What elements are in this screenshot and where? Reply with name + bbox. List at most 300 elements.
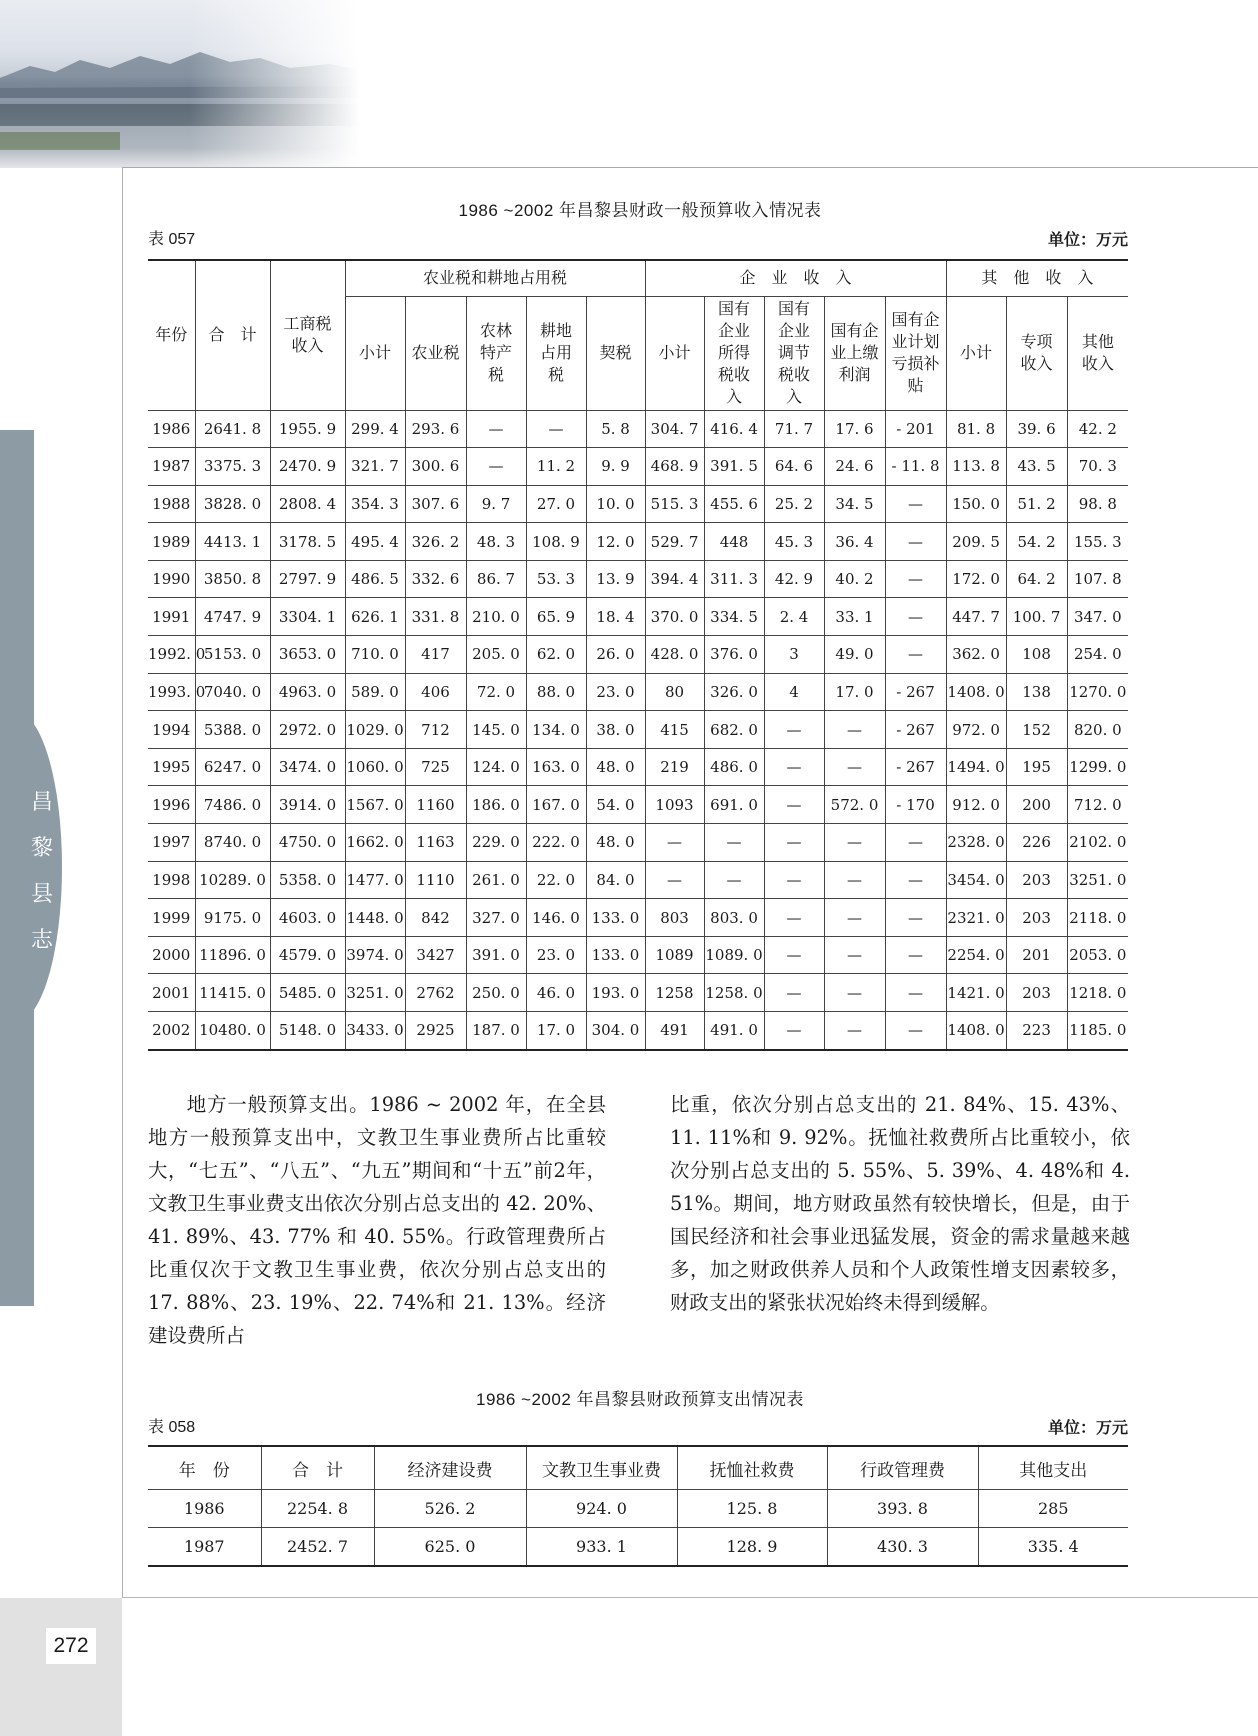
table-cell: 2641. 8 — [195, 410, 270, 448]
table-cell: 347. 0 — [1067, 598, 1128, 636]
table-cell: 6247. 0 — [195, 748, 270, 786]
table-cell: 394. 4 — [645, 560, 704, 598]
table-cell: - 11. 8 — [885, 448, 946, 486]
header-year: 年份 — [148, 260, 195, 410]
table-cell: 108 — [1006, 636, 1067, 674]
table-cell: 3974. 0 — [345, 936, 405, 974]
table-cell: — — [764, 748, 824, 786]
table-cell: 1160 — [405, 786, 466, 824]
table-cell: 2762 — [405, 974, 466, 1012]
table-cell: — — [824, 974, 885, 1012]
table-058-unit: 单位：万元 — [1047, 1420, 1128, 1437]
table-cell: 17. 0 — [526, 1012, 586, 1050]
table-cell: 486. 5 — [345, 560, 405, 598]
table-cell: 4747. 9 — [195, 598, 270, 636]
table-cell: 1029. 0 — [345, 711, 405, 749]
table-cell: — — [824, 824, 885, 862]
table-cell: 3427 — [405, 936, 466, 974]
table-row — [148, 974, 1128, 1012]
table-cell: 933. 1 — [526, 1528, 677, 1567]
header-other-expenditure: 其他支出 — [978, 1446, 1128, 1490]
table-cell: 448 — [704, 523, 764, 561]
table-row — [148, 1528, 1128, 1567]
table-cell: 354. 3 — [345, 485, 405, 523]
table-cell: 2. 4 — [764, 598, 824, 636]
table-cell: 23. 0 — [586, 673, 645, 711]
table-cell: 1494. 0 — [946, 748, 1006, 786]
table-cell: 691. 0 — [704, 786, 764, 824]
table-cell: 1299. 0 — [1067, 748, 1128, 786]
table-cell: 64. 6 — [764, 448, 824, 486]
table-058-title: 1986 ~2002 年昌黎县财政预算支出情况表 — [475, 1390, 804, 1409]
table-cell: - 267 — [885, 748, 946, 786]
table-cell: 447. 7 — [946, 598, 1006, 636]
table-row — [148, 673, 1128, 711]
table-cell: 5358. 0 — [270, 861, 345, 899]
header-year: 年 份 — [148, 1446, 261, 1490]
table-cell: 146. 0 — [526, 899, 586, 937]
table-cell: 209. 5 — [946, 523, 1006, 561]
table-cell: — — [885, 824, 946, 862]
header-economic-construction: 经济建设费 — [374, 1446, 526, 1490]
header-total: 合 计 — [261, 1446, 374, 1490]
table-cell: 1218. 0 — [1067, 974, 1128, 1012]
table-cell: 300. 6 — [405, 448, 466, 486]
table-cell: 48. 0 — [586, 824, 645, 862]
table-cell: 203 — [1006, 974, 1067, 1012]
table-cell: 200 — [1006, 786, 1067, 824]
table-cell: 81. 8 — [946, 410, 1006, 448]
table-cell: 1408. 0 — [946, 1012, 1006, 1050]
header-agri-subtotal: 小计 — [345, 296, 405, 410]
table-cell: 12. 0 — [586, 523, 645, 561]
header-lake-photo — [0, 0, 360, 168]
table-cell: 187. 0 — [466, 1012, 526, 1050]
table-cell: 86. 7 — [466, 560, 526, 598]
header-deed-tax: 契税 — [586, 296, 645, 410]
table-cell: 1421. 0 — [946, 974, 1006, 1012]
table-cell: 54. 2 — [1006, 523, 1067, 561]
table-cell: — — [764, 899, 824, 937]
year-cell: 1988 — [148, 485, 195, 523]
table-cell: 526. 2 — [374, 1490, 526, 1528]
table-cell: 415 — [645, 711, 704, 749]
table-cell: 391. 0 — [466, 936, 526, 974]
table-row — [148, 786, 1128, 824]
header-other-subtotal: 小计 — [946, 296, 1006, 410]
table-cell: 2925 — [405, 1012, 466, 1050]
header-culture-education-health: 文教卫生事业费 — [526, 1446, 677, 1490]
table-cell: 3474. 0 — [270, 748, 345, 786]
table-cell: 311. 3 — [704, 560, 764, 598]
table-cell: 5388. 0 — [195, 711, 270, 749]
year-cell: 1999 — [148, 899, 195, 937]
table-cell: 11415. 0 — [195, 974, 270, 1012]
table-cell: 1093 — [645, 786, 704, 824]
table-cell: 203 — [1006, 861, 1067, 899]
table-cell: 3251. 0 — [1067, 861, 1128, 899]
header-administration: 行政管理费 — [827, 1446, 978, 1490]
table-row — [148, 711, 1128, 749]
table-cell: 49. 0 — [824, 636, 885, 674]
table-cell: — — [824, 711, 885, 749]
table-cell: — — [466, 410, 526, 448]
table-cell: 335. 4 — [978, 1528, 1128, 1567]
table-cell: — — [824, 899, 885, 937]
table-cell: 45. 3 — [764, 523, 824, 561]
table-row — [148, 899, 1128, 937]
table-057-unit: 单位：万元 — [1047, 232, 1128, 249]
expenditure-table — [148, 1445, 1128, 1567]
table-cell: 1448. 0 — [345, 899, 405, 937]
table-cell: 2102. 0 — [1067, 824, 1128, 862]
table-cell: 17. 0 — [824, 673, 885, 711]
table-cell: — — [885, 523, 946, 561]
table-cell: 100. 7 — [1006, 598, 1067, 636]
table-cell: — — [526, 410, 586, 448]
table-cell: 18. 4 — [586, 598, 645, 636]
table-cell: 912. 0 — [946, 786, 1006, 824]
table-cell: 2254. 0 — [946, 936, 1006, 974]
table-cell: 43. 5 — [1006, 448, 1067, 486]
table-cell: 589. 0 — [345, 673, 405, 711]
table-cell: 332. 6 — [405, 560, 466, 598]
table-cell: 203 — [1006, 899, 1067, 937]
table-cell: — — [885, 899, 946, 937]
table-cell: 201 — [1006, 936, 1067, 974]
table-cell: 515. 3 — [645, 485, 704, 523]
table-cell: 3178. 5 — [270, 523, 345, 561]
table-row — [148, 936, 1128, 974]
header-group-other: 其 他 收 入 — [946, 260, 1128, 296]
table-cell: 17. 6 — [824, 410, 885, 448]
table-cell: 138 — [1006, 673, 1067, 711]
table-cell: 8740. 0 — [195, 824, 270, 862]
table-cell: 3828. 0 — [195, 485, 270, 523]
table-cell: — — [704, 824, 764, 862]
table-cell: 205. 0 — [466, 636, 526, 674]
table-cell: 9. 7 — [466, 485, 526, 523]
table-row — [148, 448, 1128, 486]
table-cell: 54. 0 — [586, 786, 645, 824]
table-cell: 712 — [405, 711, 466, 749]
table-cell: 682. 0 — [704, 711, 764, 749]
table-cell: — — [885, 598, 946, 636]
table-cell: 5148. 0 — [270, 1012, 345, 1050]
table-cell: 2254. 8 — [261, 1490, 374, 1528]
header-rule — [122, 167, 1258, 168]
table-cell: 468. 9 — [645, 448, 704, 486]
table-cell: 5153. 0 — [195, 636, 270, 674]
header-relief: 抚恤社救费 — [677, 1446, 827, 1490]
table-cell: 11. 2 — [526, 448, 586, 486]
table-cell: 195 — [1006, 748, 1067, 786]
side-title-char: 黎 — [30, 836, 53, 861]
header-group-enterprise: 企 业 收 入 — [645, 260, 946, 296]
table-cell: 455. 6 — [704, 485, 764, 523]
table-cell: 38. 0 — [586, 711, 645, 749]
table-cell: 1163 — [405, 824, 466, 862]
table-cell: 210. 0 — [466, 598, 526, 636]
header-loss-subsidy: 国有企业计划亏损补贴 — [885, 296, 946, 410]
table-cell: 128. 9 — [677, 1528, 827, 1567]
header-special-product-tax: 农林特产税 — [466, 296, 526, 410]
table-cell: — — [645, 824, 704, 862]
table-row — [148, 1490, 1128, 1528]
year-cell: 1998 — [148, 861, 195, 899]
table-cell: 33. 1 — [824, 598, 885, 636]
table-cell: 293. 6 — [405, 410, 466, 448]
table-cell: 416. 4 — [704, 410, 764, 448]
table-cell: 172. 0 — [946, 560, 1006, 598]
table-cell: 285 — [978, 1490, 1128, 1528]
table-cell: 88. 0 — [526, 673, 586, 711]
table-cell: 226 — [1006, 824, 1067, 862]
table-cell: 3914. 0 — [270, 786, 345, 824]
table-cell: 376. 0 — [704, 636, 764, 674]
table-cell: 4963. 0 — [270, 673, 345, 711]
table-cell: 1986 — [148, 1490, 261, 1528]
table-cell: 495. 4 — [345, 523, 405, 561]
table-cell: 486. 0 — [704, 748, 764, 786]
page-number: 272 — [46, 1628, 96, 1664]
table-cell: 1060. 0 — [345, 748, 405, 786]
table-cell: 4603. 0 — [270, 899, 345, 937]
table-cell: 304. 7 — [645, 410, 704, 448]
table-cell: 803 — [645, 899, 704, 937]
revenue-table — [148, 259, 1128, 1051]
table-cell: 42. 2 — [1067, 410, 1128, 448]
table-cell: — — [764, 824, 824, 862]
table-cell: 299. 4 — [345, 410, 405, 448]
table-cell: — — [885, 485, 946, 523]
table-cell: 24. 6 — [824, 448, 885, 486]
year-cell: 2002 — [148, 1012, 195, 1050]
table-cell: 84. 0 — [586, 861, 645, 899]
table-cell: — — [824, 936, 885, 974]
table-row — [148, 560, 1128, 598]
table-057-title: 1986 ~2002 年昌黎县财政一般预算收入情况表 — [458, 201, 822, 220]
revenue-table-body — [148, 410, 1128, 1050]
table-cell: 23. 0 — [526, 936, 586, 974]
table-cell: 5. 8 — [586, 410, 645, 448]
table-cell: 4750. 0 — [270, 824, 345, 862]
table-cell: — — [824, 1012, 885, 1050]
table-cell: — — [885, 560, 946, 598]
year-cell: 2001 — [148, 974, 195, 1012]
table-cell: — — [645, 861, 704, 899]
table-cell: 1477. 0 — [345, 861, 405, 899]
table-cell: 529. 7 — [645, 523, 704, 561]
table-cell: 65. 9 — [526, 598, 586, 636]
table-cell: 331. 8 — [405, 598, 466, 636]
header-agri-tax: 农业税 — [405, 296, 466, 410]
table-cell: 2328. 0 — [946, 824, 1006, 862]
table-cell: 430. 3 — [827, 1528, 978, 1567]
table-cell: 125. 8 — [677, 1490, 827, 1528]
table-cell: 7486. 0 — [195, 786, 270, 824]
table-cell: 26. 0 — [586, 636, 645, 674]
year-cell: 1994 — [148, 711, 195, 749]
table-cell: 1662. 0 — [345, 824, 405, 862]
header-adjust-tax: 国有企业调节税收入 — [764, 296, 824, 410]
table-cell: 11896. 0 — [195, 936, 270, 974]
table-cell: 3304. 1 — [270, 598, 345, 636]
table-cell: 2118. 0 — [1067, 899, 1128, 937]
table-cell: 62. 0 — [526, 636, 586, 674]
year-cell: 1987 — [148, 448, 195, 486]
footer-rule — [122, 1597, 1258, 1598]
table-cell: 406 — [405, 673, 466, 711]
table-cell: 321. 7 — [345, 448, 405, 486]
table-cell: 133. 0 — [586, 899, 645, 937]
table-cell: 222. 0 — [526, 824, 586, 862]
table-cell: 972. 0 — [946, 711, 1006, 749]
table-cell: — — [885, 636, 946, 674]
year-cell: 1986 — [148, 410, 195, 448]
header-other-income: 其他收入 — [1067, 296, 1128, 410]
table-cell: 70. 3 — [1067, 448, 1128, 486]
table-cell: 4 — [764, 673, 824, 711]
table-cell: 1270. 0 — [1067, 673, 1128, 711]
table-row — [148, 748, 1128, 786]
table-cell: 134. 0 — [526, 711, 586, 749]
year-cell: 1991 — [148, 598, 195, 636]
table-cell: 108. 9 — [526, 523, 586, 561]
table-cell: 34. 5 — [824, 485, 885, 523]
table-cell: 1567. 0 — [345, 786, 405, 824]
table-cell: 72. 0 — [466, 673, 526, 711]
table-row — [148, 523, 1128, 561]
table-cell: 924. 0 — [526, 1490, 677, 1528]
year-cell: 1996 — [148, 786, 195, 824]
table-row — [148, 636, 1128, 674]
table-cell: 391. 5 — [704, 448, 764, 486]
side-title-char: 县 — [30, 882, 53, 907]
table-row — [148, 824, 1128, 862]
table-cell: 133. 0 — [586, 936, 645, 974]
year-cell: 1992. 0 — [148, 636, 195, 674]
table-cell: 1110 — [405, 861, 466, 899]
table-cell: 3653. 0 — [270, 636, 345, 674]
margin-rule — [122, 167, 123, 1597]
table-cell: 42. 9 — [764, 560, 824, 598]
table-cell: 417 — [405, 636, 466, 674]
table-cell: 2053. 0 — [1067, 936, 1128, 974]
table-cell: — — [764, 711, 824, 749]
table-cell: — — [764, 1012, 824, 1050]
table-cell: 842 — [405, 899, 466, 937]
table-cell: 80 — [645, 673, 704, 711]
table-cell: 491. 0 — [704, 1012, 764, 1050]
side-book-title — [28, 780, 56, 964]
table-cell: 150. 0 — [946, 485, 1006, 523]
paragraph-left: 地方一般预算支出。1986 ~ 2002 年，在全县地方一般预算支出中，文教卫生事业费所占比重较大，“七五”、“八五”、“九五”期间和“十五”前2年，文教卫生事业费支出依次分别占总支出的 42. 20%、41. 89%、43. 77% 和 40. 55%。行政管理费所占比重仅次于文教卫生事业费，依次分别占总支出的 17. 88%、23. 19%、22. 74%和 21. 13%。经济建设费所占 — [148, 1093, 606, 1347]
table-row — [148, 598, 1128, 636]
table-cell: 362. 0 — [946, 636, 1006, 674]
table-cell: 13. 9 — [586, 560, 645, 598]
year-cell: 1990 — [148, 560, 195, 598]
table-cell: — — [764, 786, 824, 824]
table-cell: 370. 0 — [645, 598, 704, 636]
table-cell: 254. 0 — [1067, 636, 1128, 674]
table-cell: 9175. 0 — [195, 899, 270, 937]
table-cell: 2321. 0 — [946, 899, 1006, 937]
table-cell: 3251. 0 — [345, 974, 405, 1012]
table-cell: - 267 — [885, 711, 946, 749]
year-cell: 1997 — [148, 824, 195, 862]
table-cell: 113. 8 — [946, 448, 1006, 486]
table-row — [148, 1012, 1128, 1050]
table-cell: 48. 3 — [466, 523, 526, 561]
table-cell: 64. 2 — [1006, 560, 1067, 598]
table-cell: 2808. 4 — [270, 485, 345, 523]
table-cell: — — [466, 448, 526, 486]
header-special-income: 专项收入 — [1006, 296, 1067, 410]
table-cell: 327. 0 — [466, 899, 526, 937]
table-cell: 10. 0 — [586, 485, 645, 523]
table-cell: 4579. 0 — [270, 936, 345, 974]
table-cell: — — [885, 974, 946, 1012]
table-cell: 3 — [764, 636, 824, 674]
header-profit: 国有企业上缴利润 — [824, 296, 885, 410]
table-cell: 107. 8 — [1067, 560, 1128, 598]
table-cell: 229. 0 — [466, 824, 526, 862]
table-cell: 4413. 1 — [195, 523, 270, 561]
table-cell: 1258. 0 — [704, 974, 764, 1012]
year-cell: 1995 — [148, 748, 195, 786]
year-cell: 2000 — [148, 936, 195, 974]
table-cell: — — [885, 1012, 946, 1050]
table-cell: 250. 0 — [466, 974, 526, 1012]
table-cell: 186. 0 — [466, 786, 526, 824]
side-title-char: 志 — [30, 928, 53, 953]
table-cell: 2452. 7 — [261, 1528, 374, 1567]
paragraph-right: 比重，依次分别占总支出的 21. 84%、15. 43%、11. 11%和 9. 92%。抚恤社救费所占比重较小，依次分别占总支出的 5. 55%、5. 39%、4. 48%和 4. 51%。期间，地方财政虽然有较快增长，但是，由于国民经济和社会事业迅猛发展，资金的需求量越来越多，加之财政供养人员和个人政策性增支因素较多，财政支出的紧张状况始终未得到缓解。 — [670, 1093, 1130, 1314]
table-cell: 307. 6 — [405, 485, 466, 523]
table-cell: 1258 — [645, 974, 704, 1012]
table-cell: - 267 — [885, 673, 946, 711]
table-cell: 326. 2 — [405, 523, 466, 561]
table-cell: 152 — [1006, 711, 1067, 749]
table-row — [148, 485, 1128, 523]
table-cell: 3850. 8 — [195, 560, 270, 598]
table-cell: — — [764, 861, 824, 899]
table-cell: 145. 0 — [466, 711, 526, 749]
table-cell: — — [885, 861, 946, 899]
table-cell: 1185. 0 — [1067, 1012, 1128, 1050]
table-cell: - 170 — [885, 786, 946, 824]
table-cell: 155. 3 — [1067, 523, 1128, 561]
table-cell: 712. 0 — [1067, 786, 1128, 824]
table-cell: 48. 0 — [586, 748, 645, 786]
table-cell: 1987 — [148, 1528, 261, 1567]
table-cell: 223 — [1006, 1012, 1067, 1050]
table-cell: 25. 2 — [764, 485, 824, 523]
table-cell: 2972. 0 — [270, 711, 345, 749]
table-cell: 10480. 0 — [195, 1012, 270, 1050]
table-cell: 625. 0 — [374, 1528, 526, 1567]
table-cell: - 201 — [885, 410, 946, 448]
table-cell: 167. 0 — [526, 786, 586, 824]
table-cell: 710. 0 — [345, 636, 405, 674]
table-cell: 572. 0 — [824, 786, 885, 824]
table-cell: 3454. 0 — [946, 861, 1006, 899]
table-cell: 40. 2 — [824, 560, 885, 598]
header-group-agri: 农业税和耕地占用税 — [345, 260, 645, 296]
table-row — [148, 861, 1128, 899]
year-cell: 1993. 0 — [148, 673, 195, 711]
